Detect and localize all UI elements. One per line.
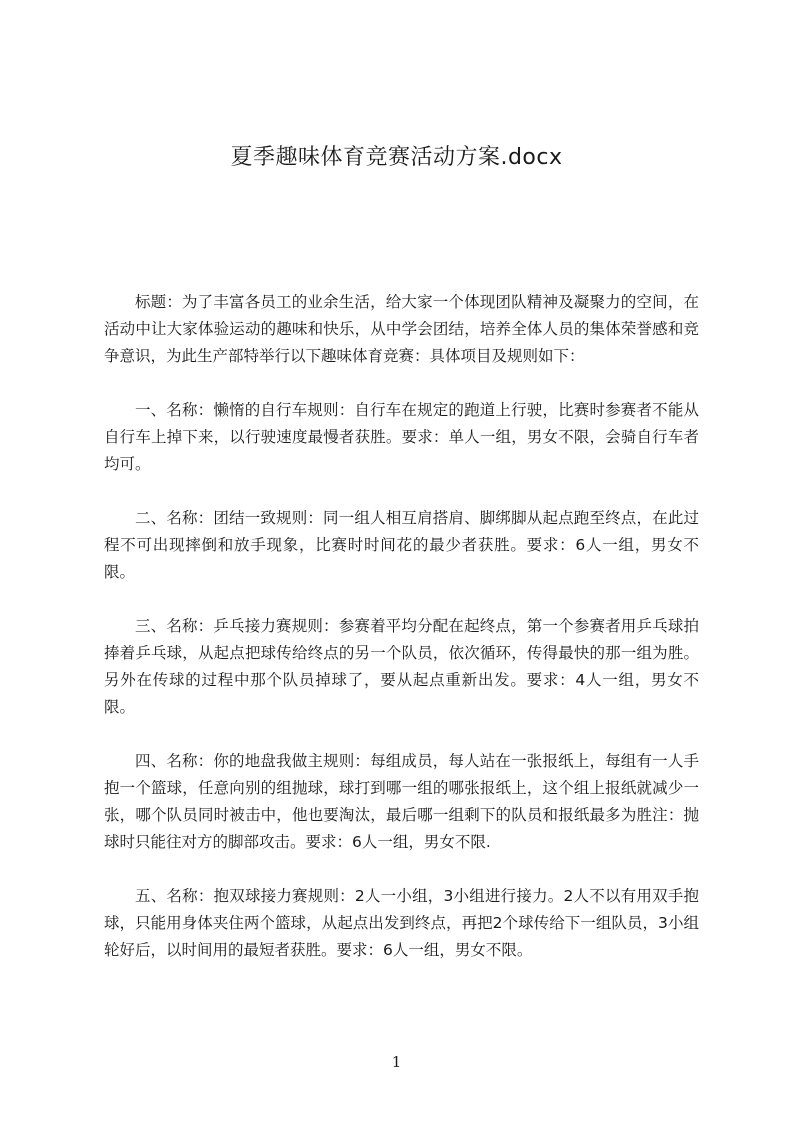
event-5-paragraph: 五、名称：抱双球接力赛规则：2人一小组，3小组进行接力。2人不以有用双手抱球，只能用身体夹住两个篮球，从起点出发到终点，再把2个球传给下一组队员，3小组轮好后，以时间用的最短者获胜。要求：6人一组，男女不限。 bbox=[104, 887, 699, 959]
event-2-paragraph: 二、名称：团结一致规则：同一组人相互肩搭肩、脚绑脚从起点跑至终点，在此过程不可出现摔倒和放手现象，比赛时时间花的最少者获胜。要求：6人一组，男女不限。 bbox=[104, 509, 699, 581]
event-3-paragraph: 三、名称：乒乓接力赛规则：参赛着平均分配在起终点，第一个参赛者用乒乓球拍捧着乒乓球，从起点把球传给终点的另一个队员，依次循环，传得最快的那一组为胜。另外在传球的过程中那个队员掉球了，要从起点重新出发。要求：4人一组，男女不限。 bbox=[104, 617, 699, 716]
document-body bbox=[104, 289, 699, 991]
document-title: 夏季趣味体育竞赛活动方案.docx bbox=[230, 145, 563, 170]
page-number: 1 bbox=[391, 1053, 402, 1071]
intro-paragraph: 标题：为了丰富各员工的业余生活，给大家一个体现团队精神及凝聚力的空间，在活动中让大家体验运动的趣味和快乐，从中学会团结，培养全体人员的集体荣誉感和竞争意识，为此生产部特举行以下趣味体育竞赛：具体项目及规则如下： bbox=[104, 293, 699, 365]
event-1-paragraph: 一、名称：懒惰的自行车规则：自行车在规定的跑道上行驶，比赛时参赛者不能从自行车上掉下来，以行驶速度最慢者获胜。要求：单人一组，男女不限，会骑自行车者均可。 bbox=[104, 401, 699, 473]
event-4-paragraph: 四、名称：你的地盘我做主规则：每组成员，每人站在一张报纸上，每组有一人手抱一个篮球，任意向别的组抛球，球打到哪一组的哪张报纸上，这个组上报纸就减少一张，哪个队员同时被击中，他也要淘汰，最后哪一组剩下的队员和报纸最多为胜注：抛球时只能往对方的脚部攻击。要求：6人一组，男女不限. bbox=[104, 752, 699, 851]
